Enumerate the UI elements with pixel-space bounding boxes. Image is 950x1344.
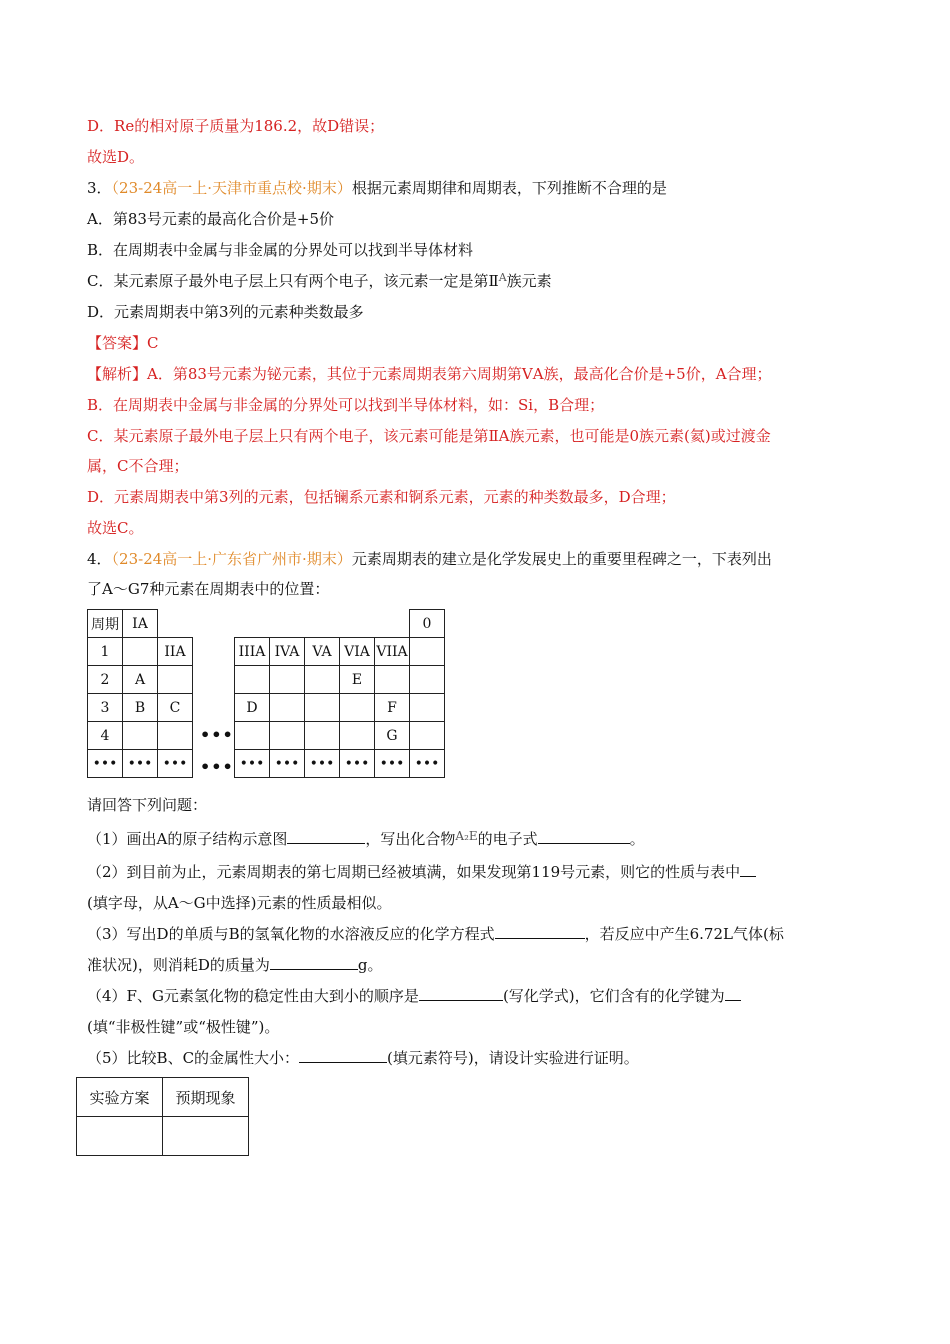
cell [235,722,270,750]
q4-sub-3-text: （3）写出D的单质与B的氢氧化物的水溶液反应的化学方程式 [87,925,495,943]
q4-sub-5 [87,1047,639,1069]
q3-source: （23-24高一上·天津市重点校·期末） [111,179,352,197]
answer-blank[interactable] [495,924,585,939]
q4-number: 4． [87,550,112,568]
header-group-4a: IVA [270,638,305,666]
answer-blank[interactable] [270,955,358,970]
answer-blank[interactable] [538,829,630,844]
q3-text: 根据元素周期律和周期表，下列推断不合理的是 [351,179,667,197]
header-group-5a: VA [305,638,340,666]
expected-result-cell[interactable] [163,1117,249,1156]
q4-sub-4 [87,985,741,1007]
q3-analysis-2: B．在周期表中金属与非金属的分界处可以找到半导体材料，如：Si，B合理； [87,396,605,414]
q4-sub-1-end: 。 [629,830,645,848]
q4-sub-2-text: （2）到目前为止，元素周期表的第七周期已经被填满，如果发现第119号元素，则它的性质与表中 [87,863,741,881]
cell [123,722,158,750]
element-g: G [375,722,410,750]
answer-blank[interactable] [419,986,503,1001]
element-e: E [340,666,375,694]
blank-cell [375,610,410,638]
q4-stem [87,548,772,570]
q4-prompt: 请回答下列问题： [87,796,208,814]
cell [305,694,340,722]
q3-option-a: A．第83号元素的最高化合价是+5价 [87,210,335,228]
blank-cell [340,610,375,638]
prev-conclusion: 故选D。 [87,148,145,166]
period-3: 3 [88,694,123,722]
period-2: 2 [88,666,123,694]
blank-cell [158,610,193,638]
q3-option-d: D．元素周期表中第3列的元素种类数最多 [87,303,364,321]
ellipsis-cell: ••• [158,750,193,778]
ellipsis-cell: ••• [270,750,305,778]
header-group-6a: VIA [340,638,375,666]
periodic-table-left [87,609,193,778]
ellipsis-cell: ••• [410,750,445,778]
q4-sub-5-text: （5）比较B、C的金属性大小： [87,1049,300,1067]
element-d: D [235,694,270,722]
q4-sub-3-cont [87,954,383,976]
answer-blank[interactable] [299,1048,387,1063]
q4-sub-3-text-3: 准状况)，则消耗D的质量为 [87,956,270,974]
cell [305,666,340,694]
cell [235,666,270,694]
header-group-2a: IIA [158,638,193,666]
q3-analysis-1: 【解析】A．第83号元素为铋元素，其位于元素周期表第六周期第ⅤA族，最高化合价是+5价，A合理； [87,365,772,383]
compound-formula: A₂E [455,829,478,843]
header-period: 周期 [88,610,123,638]
cell [410,638,445,666]
cell [270,666,305,694]
cell [270,694,305,722]
q4-sub-1-text-3: 的电子式 [477,830,538,848]
q4-text-1: 元素周期表的建立是化学发展史上的重要里程碑之一，下表列出 [351,550,772,568]
blank-cell [305,610,340,638]
q4-sub-2-cont: (填字母，从A～G中选择)元素的性质最相似。 [87,894,392,912]
q3-option-c-tail: 族元素 [506,272,552,290]
ellipsis-cell: ••• [235,750,270,778]
experiment-plan-cell[interactable] [77,1117,163,1156]
cell [340,722,375,750]
q4-sub-1-text-2: ，写出化合物 [365,830,456,848]
answer-blank[interactable] [740,862,756,877]
cell [410,694,445,722]
answer-blank[interactable] [287,829,365,844]
header-group-0: 0 [410,610,445,638]
q4-sub-5-text-2: (填元素符号)，请设计实验进行证明。 [387,1049,639,1067]
experiment-plan-header: 实验方案 [77,1078,163,1117]
q3-analysis-5: D．元素周期表中第3列的元素，包括镧系元素和锕系元素，元素的种类数最多，D合理； [87,488,676,506]
ellipsis-cell: ••• [340,750,375,778]
q4-sub-3 [87,923,784,945]
q4-sub-4-text-2: (写化学式)，它们含有的化学键为 [502,987,725,1005]
period-1: 1 [88,638,123,666]
experiment-table [76,1077,249,1156]
cell [410,722,445,750]
ellipsis-cell: ••• [305,750,340,778]
q4-sub-2 [87,861,756,883]
cell [270,722,305,750]
expected-result-header: 预期现象 [163,1078,249,1117]
q4-sub-3-unit: g。 [357,956,383,974]
ellipsis-cell: ••• [88,750,123,778]
ellipsis-cell: ••• [123,750,158,778]
blank-cell [235,610,270,638]
q4-sub-1-text: （1）画出A的原子结构示意图 [87,830,288,848]
ellipsis-cell: ••• [375,750,410,778]
cell [123,638,158,666]
q4-sub-1 [87,828,645,851]
gap-ellipsis: ••• [200,757,234,776]
header-group-1a: IA [123,610,158,638]
q4-source: （23-24高一上·广东省广州市·期末） [111,550,352,568]
cell [375,666,410,694]
q4-sub-4-text: （4）F、G元素氢化物的稳定性由大到小的顺序是 [87,987,419,1005]
cell [340,694,375,722]
cell [410,666,445,694]
element-c: C [158,694,193,722]
element-b: B [123,694,158,722]
q3-answer: 【答案】C [87,334,159,352]
q3-number: 3． [87,179,112,197]
q3-analysis-3: C．某元素原子最外电子层上只有两个电子，该元素可能是第ⅡA族元素，也可能是0族元素(氦)或过渡金 [87,427,771,445]
element-f: F [375,694,410,722]
gap-ellipsis: ••• [200,725,234,744]
element-a: A [123,666,158,694]
cell [305,722,340,750]
cell [158,722,193,750]
q3-option-c-text: C．某元素原子最外电子层上只有两个电子，该元素一定是第Ⅱ [87,272,499,290]
periodic-table-right [234,609,445,778]
prev-option-d: D．Re的相对原子质量为186.2，故D错误； [87,117,385,135]
q4-sub-3-text-2: ，若反应中产生6.72L气体(标 [584,925,784,943]
blank-cell [270,610,305,638]
header-group-3a: IIIA [235,638,270,666]
q4-sub-4-cont: (填“非极性键”或“极性键”)。 [87,1018,280,1036]
q3-option-c-group: A [498,271,507,284]
q3-stem [87,177,667,199]
q3-option-b: B．在周期表中金属与非金属的分界处可以找到半导体材料 [87,241,474,259]
q3-analysis-4: 属，C不合理； [87,457,189,475]
cell [158,666,193,694]
answer-blank[interactable] [725,986,741,1001]
period-4: 4 [88,722,123,750]
q4-stem-2: 了A～G7种元素在周期表中的位置： [87,580,330,598]
header-group-7a: VIIA [375,638,410,666]
q3-conclusion: 故选C。 [87,519,144,537]
q3-option-c [87,270,552,294]
